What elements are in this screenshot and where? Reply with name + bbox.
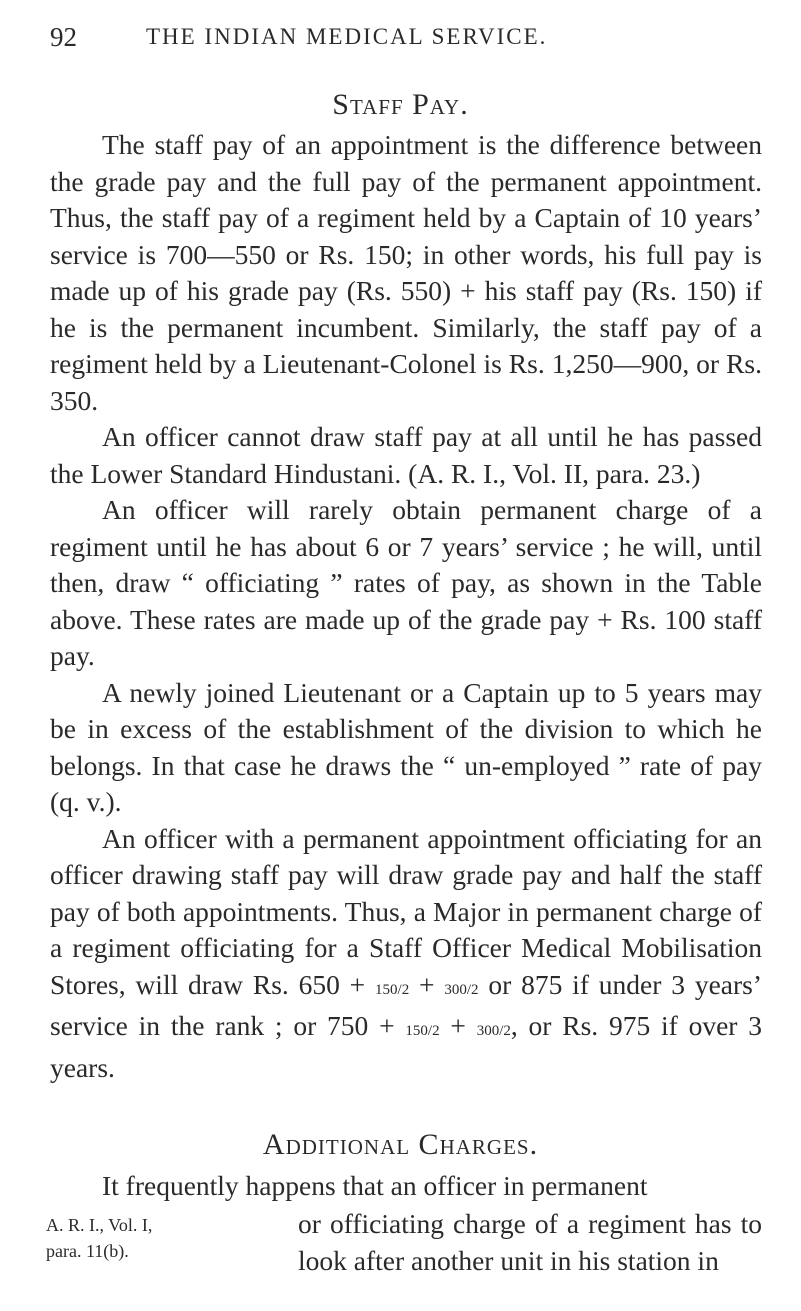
paragraph: An officer will rarely obtain permanent charge of a regiment until he has about 6 or 7 years’ service ; he will, until then, draw “ officiating ” rates of pay, as shown in the Table above. These rates are made up of the grade pay + Rs. 100 staff pay. <box>50 494 762 671</box>
text-run: , or Rs. 975 if over 3 years. <box>50 1010 762 1083</box>
paragraph-with-fractions <box>50 821 762 1087</box>
additional-charges-continued: or officiating charge of a regiment has to look after another unit in his station in <box>298 1208 762 1276</box>
fraction: 150/2 <box>375 981 410 998</box>
fraction: 150/2 <box>405 1023 440 1039</box>
additional-charges-first-line: It frequently happens that an officer in permanent <box>102 1170 648 1201</box>
text-run: An officer with a permanent appointment officiating for an officer drawing staff pay will draw grade pay and half the staff pay of both appointments. Thus, a Major in permanent charge of a regiment officiating for a Staff Officer Medical Mobilisation Stores, will draw Rs. 650 + <box>50 822 762 1000</box>
page-header <box>50 22 770 62</box>
text-run: + <box>439 1010 477 1041</box>
margin-note <box>46 1212 216 1264</box>
text-run: or 875 if under 3 years’ service in the rank ; or 750 + <box>50 968 763 1041</box>
paragraph: An officer cannot draw staff pay at all until he has passed the Lower Standard Hindustani. (A. R. I., Vol. II, para. 23.) <box>50 421 762 489</box>
fraction: 300/2 <box>444 981 479 998</box>
margin-note-line: para. 11(b). <box>46 1241 129 1261</box>
section-title-staff-pay: Staff Pay. <box>332 88 469 121</box>
staff-pay-body <box>50 127 762 1086</box>
text-run: + <box>409 968 445 1000</box>
margin-note-line: A. R. I., Vol. I, <box>46 1215 153 1235</box>
fraction: 300/2 <box>476 1023 511 1039</box>
paragraph: A newly joined Lieutenant or a Captain up to 5 years may be in excess of the establishment of the division to which he belongs. In that case he draws the “ un-employed ” rate of pay (q. v.). <box>50 676 762 817</box>
page-number: 92 <box>50 22 77 52</box>
paragraph: The staff pay of an appointment is the difference between the grade pay and the full pay of the permanent appointment. Thus, the staff pay of a regiment held by a Captain of 10 years’ service is 700—550 or Rs. 150; in other words, his full pay is made up of his grade pay (Rs. 550) + his staff pay (Rs. 150) if he is the permanent incumbent. Similarly, the staff pay of a regiment held by a Lieutenant-Colonel is Rs. 1,250—900, or Rs. 350. <box>50 129 762 416</box>
running-title: THE INDIAN MEDICAL SERVICE. <box>146 24 548 49</box>
section-title-additional-charges: Additional Charges. <box>262 1128 539 1161</box>
